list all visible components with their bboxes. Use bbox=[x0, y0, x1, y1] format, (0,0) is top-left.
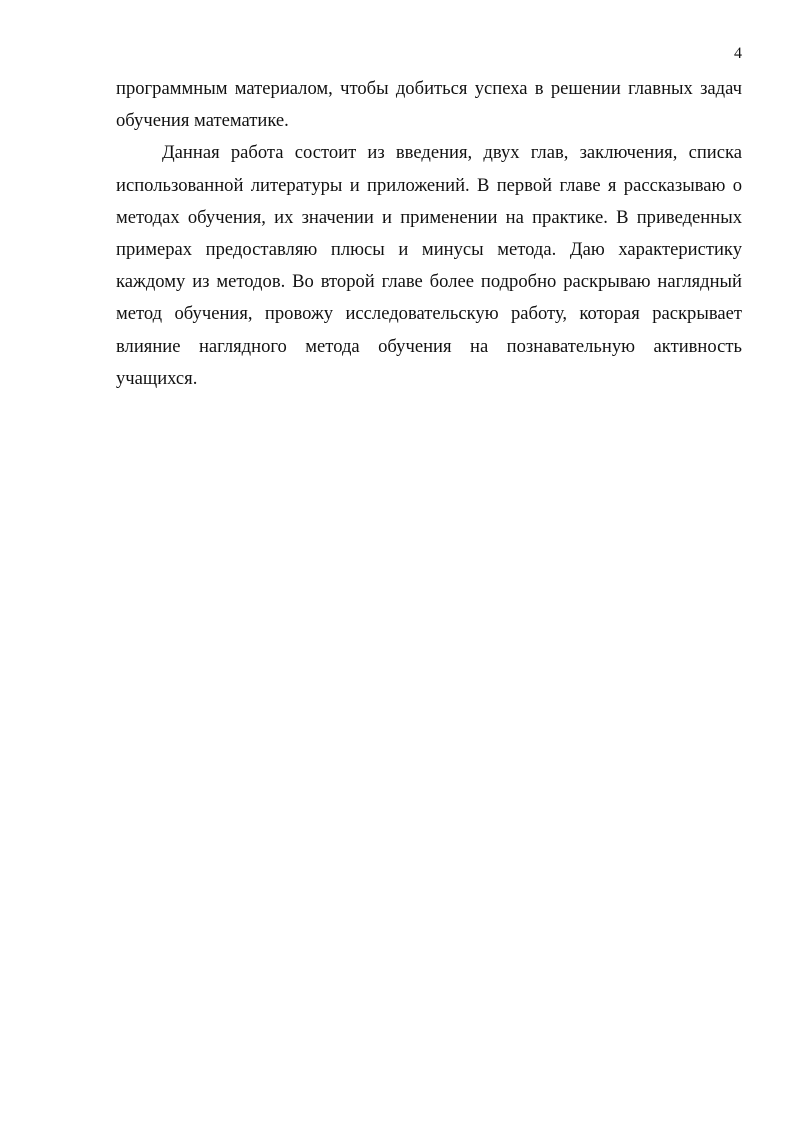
body-text bbox=[116, 73, 742, 395]
page-number: 4 bbox=[734, 45, 742, 62]
paragraph-work-structure: Данная работа состоит из введения, двух глав, заключения, списка использованной литературы и приложений. В первой главе я рассказываю о методах обучения, их значении и применении на практике. В приведенных примерах предоставляю плюсы и минусы метода. Даю характеристику каждому из методов. Во второй главе более подробно раскрываю наглядный метод обучения, провожу исследовательскую работу, которая раскрывает влияние наглядного метода обучения на познавательную активность учащихся. bbox=[116, 142, 742, 389]
paragraph-continuation: программным материалом, чтобы добиться успеха в решении главных задач обучения математике. bbox=[116, 78, 742, 132]
